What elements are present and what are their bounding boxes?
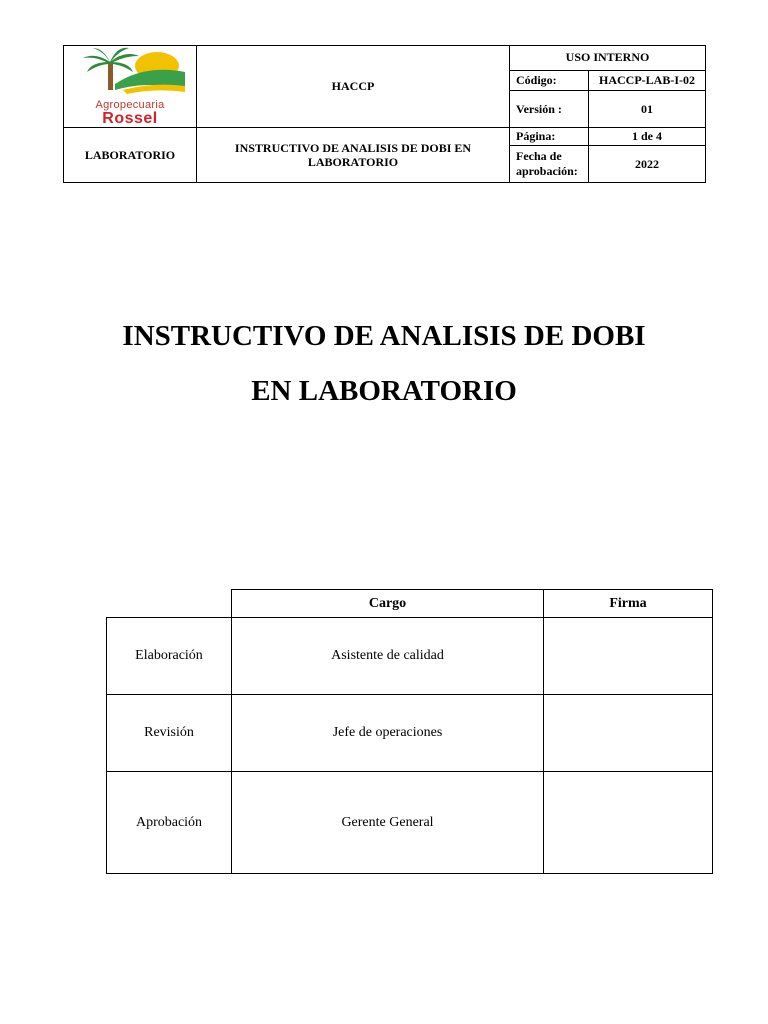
area-name: LABORATORIO [64,128,197,183]
cargo-cell: Asistente de calidad [232,618,544,695]
empty-header-cell [107,590,232,618]
palm-tree-logo-icon [75,46,185,96]
stage-revision: Revisión [107,695,232,772]
stage-aprobacion: Aprobación [107,772,232,874]
logo-text-agropecuaria: Agropecuaria [95,99,165,111]
approval-signature-table [106,589,713,874]
main-title-line-1: INSTRUCTIVO DE ANALISIS DE DOBI [122,320,646,352]
cargo-cell: Gerente General [232,772,544,874]
firma-cell [544,618,713,695]
cargo-header: Cargo [232,590,544,618]
fecha-aprobacion-label: Fecha de aprobación: [510,146,589,183]
table-row [107,695,713,772]
table-row [107,618,713,695]
firma-cell [544,695,713,772]
logo-text-rossel: Rossel [102,110,158,127]
codigo-value: HACCP-LAB-I-02 [589,70,706,91]
firma-cell [544,772,713,874]
document-title-cell: INSTRUCTIVO DE ANALISIS DE DOBI EN LABORATORIO [197,128,510,183]
uso-interno-label: USO INTERNO [510,46,706,71]
codigo-label: Código: [510,70,589,91]
system-name: HACCP [197,46,510,128]
stage-elaboracion: Elaboración [107,618,232,695]
firma-header: Firma [544,590,713,618]
company-logo [64,46,197,128]
table-row [107,772,713,874]
cargo-cell: Jefe de operaciones [232,695,544,772]
document-header-table [63,45,706,183]
pagina-label: Página: [510,128,589,146]
version-value: 01 [589,91,706,128]
version-label: Versión : [510,91,589,128]
pagina-value: 1 de 4 [589,128,706,146]
fecha-aprobacion-value: 2022 [589,146,706,183]
main-title-line-2: EN LABORATORIO [251,375,517,407]
